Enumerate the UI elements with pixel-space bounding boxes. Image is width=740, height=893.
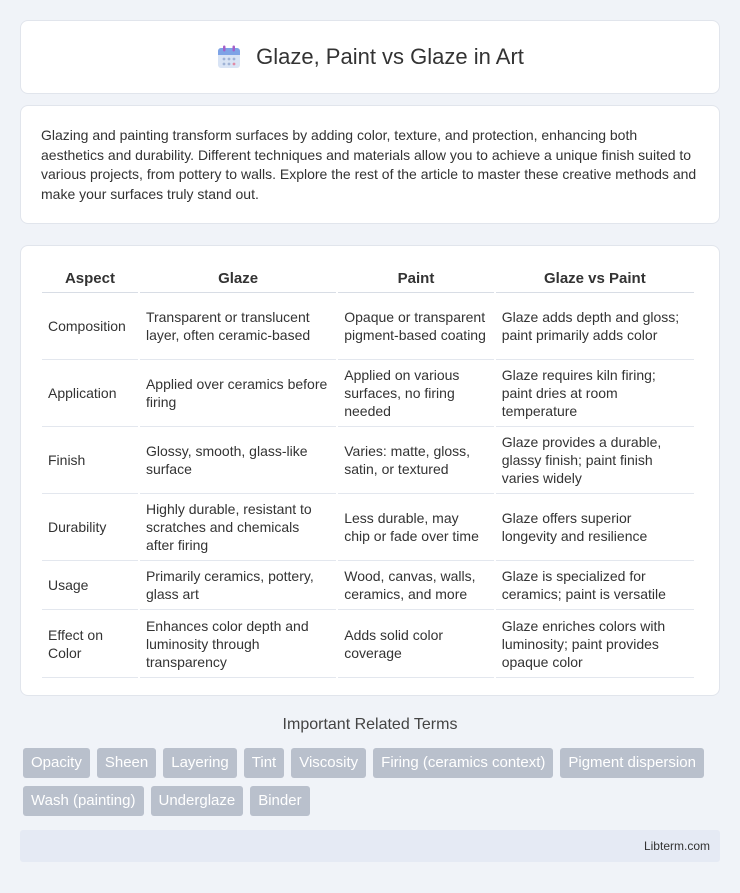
- cell-paint: Wood, canvas, walls, ceramics, and more: [338, 561, 494, 610]
- cell-aspect: Durability: [42, 494, 138, 561]
- term-tag[interactable]: Tint: [244, 748, 284, 778]
- cell-aspect: Application: [42, 360, 138, 427]
- cell-paint: Less durable, may chip or fade over time: [338, 494, 494, 561]
- cell-aspect: Composition: [42, 293, 138, 360]
- table-row: [42, 494, 694, 561]
- comparison-table-card: [20, 245, 720, 696]
- table-row: [42, 360, 694, 427]
- calendar-icon: [216, 44, 242, 70]
- table-row: [42, 610, 694, 678]
- table-header-row: [42, 265, 694, 293]
- cell-comparison: Glaze requires kiln firing; paint dries at room temperature: [496, 360, 694, 427]
- term-tag[interactable]: Wash (painting): [23, 786, 144, 816]
- term-tag[interactable]: Opacity: [23, 748, 90, 778]
- header-paint: Paint: [338, 265, 494, 293]
- cell-comparison: Glaze offers superior longevity and resilience: [496, 494, 694, 561]
- cell-aspect: Finish: [42, 427, 138, 494]
- related-terms-heading: Important Related Terms: [282, 716, 458, 733]
- page-title: Glaze, Paint vs Glaze in Art: [256, 44, 524, 69]
- term-tag[interactable]: Layering: [163, 748, 237, 778]
- footer-site-link[interactable]: Libterm.com: [643, 839, 710, 853]
- cell-glaze: Transparent or translucent layer, often ceramic-based: [140, 293, 336, 360]
- cell-paint: Opaque or transparent pigment-based coating: [338, 293, 494, 360]
- cell-aspect: Usage: [42, 561, 138, 610]
- term-tag[interactable]: Sheen: [97, 748, 156, 778]
- cell-aspect: Effect on Color: [42, 610, 138, 678]
- title-card: [20, 20, 720, 94]
- cell-comparison: Glaze enriches colors with luminosity; paint provides opaque color: [496, 610, 694, 678]
- cell-paint: Applied on various surfaces, no firing needed: [338, 360, 494, 427]
- cell-paint: Adds solid color coverage: [338, 610, 494, 678]
- header-glaze: Glaze: [140, 265, 336, 293]
- term-tag[interactable]: Pigment dispersion: [560, 748, 704, 778]
- cell-comparison: Glaze provides a durable, glassy finish; paint finish varies widely: [496, 427, 694, 494]
- header-glaze-vs-paint: Glaze vs Paint: [496, 265, 694, 293]
- term-tag[interactable]: Viscosity: [291, 748, 366, 778]
- term-tag[interactable]: Underglaze: [151, 786, 244, 816]
- cell-glaze: Primarily ceramics, pottery, glass art: [140, 561, 336, 610]
- header-aspect: Aspect: [42, 265, 138, 293]
- cell-comparison: Glaze adds depth and gloss; paint primarily adds color: [496, 293, 694, 360]
- intro-card: [20, 105, 720, 224]
- cell-glaze: Glossy, smooth, glass-like surface: [140, 427, 336, 494]
- cell-glaze: Applied over ceramics before firing: [140, 360, 336, 427]
- table-row: [42, 427, 694, 494]
- intro-paragraph: Glazing and painting transform surfaces by adding color, texture, and protection, enhancing both aesthetics and durability. Different techniques and materials allow you to achieve a unique finish suited to various projects, from pottery to walls. Explore the rest of the article to master these creative methods and make your surfaces truly stand out.: [41, 127, 697, 202]
- term-tag[interactable]: Firing (ceramics context): [373, 748, 553, 778]
- cell-glaze: Highly durable, resistant to scratches and chemicals after firing: [140, 494, 336, 561]
- related-terms-list: [23, 748, 723, 816]
- cell-comparison: Glaze is specialized for ceramics; paint is versatile: [496, 561, 694, 610]
- cell-paint: Varies: matte, gloss, satin, or textured: [338, 427, 494, 494]
- cell-glaze: Enhances color depth and luminosity through transparency: [140, 610, 336, 678]
- term-tag[interactable]: Binder: [250, 786, 309, 816]
- table-row: [42, 293, 694, 360]
- comparison-table: [40, 265, 696, 678]
- footer: [20, 830, 720, 862]
- table-row: [42, 561, 694, 610]
